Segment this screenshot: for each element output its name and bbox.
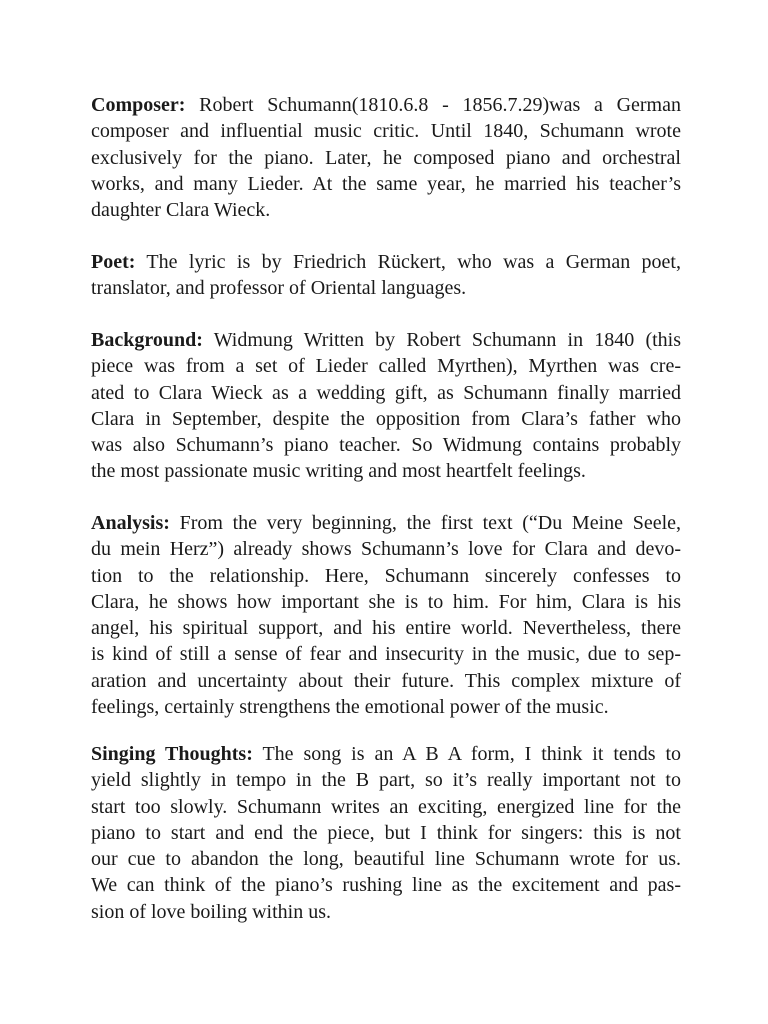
section-line xyxy=(91,249,681,275)
section-line: ated to Clara Wieck as a wedding gift, as Schumann finally married xyxy=(91,381,681,404)
section-background xyxy=(91,327,681,485)
section-line: piece was from a set of Lieder called Myrthen), Myrthen was cre- xyxy=(91,355,681,378)
section-composer xyxy=(91,92,681,223)
section-poet xyxy=(91,249,681,302)
section-line: feelings, certainly strengthens the emotional power of the music. xyxy=(91,696,609,719)
section-line: yield slightly in tempo in the B part, so it’s really important not to xyxy=(91,769,681,792)
section-line: sion of love boiling within us. xyxy=(91,900,331,923)
section-label: Poet: xyxy=(91,251,136,273)
section-singing-thoughts xyxy=(91,741,681,925)
section-line xyxy=(91,510,681,536)
line-text: Widmung Written by Robert Schumann in 1840 (this xyxy=(213,329,681,351)
section-line: piano to start and end the piece, but I think for singers: this is not xyxy=(91,821,681,844)
section-line: our cue to abandon the long, beautiful line Schumann wrote for us. xyxy=(91,848,681,871)
section-line: du mein Herz”) already shows Schumann’s love for Clara and devo- xyxy=(91,538,681,561)
section-line: was also Schumann’s piano teacher. So Widmung contains probably xyxy=(91,434,681,457)
section-line: translator, and professor of Oriental languages. xyxy=(91,277,467,300)
section-line: tion to the relationship. Here, Schumann sincerely confesses to xyxy=(91,564,681,587)
line-text: From the very beginning, the first text (“Du Meine Seele, xyxy=(179,512,682,534)
line-text: The lyric is by Friedrich Rückert, who was a German poet, xyxy=(146,251,681,273)
section-line xyxy=(91,741,681,767)
section-label: Analysis: xyxy=(91,512,170,534)
section-line: Clara in September, despite the opposition from Clara’s father who xyxy=(91,407,681,430)
line-text: The song is an A B A form, I think it tends to xyxy=(262,743,682,765)
section-line: start too slowly. Schumann writes an exciting, energized line for the xyxy=(91,795,681,818)
section-line: is kind of still a sense of fear and insecurity in the music, due to sep- xyxy=(91,643,681,666)
section-analysis xyxy=(91,510,681,720)
section-line: We can think of the piano’s rushing line as the excitement and pas- xyxy=(91,874,681,897)
section-line: composer and influential music critic. Until 1840, Schumann wrote xyxy=(91,120,681,143)
section-label: Singing Thoughts: xyxy=(91,743,253,765)
section-line xyxy=(91,327,681,353)
section-line: Clara, he shows how important she is to him. For him, Clara is his xyxy=(91,590,681,613)
section-line: angel, his spiritual support, and his entire world. Nevertheless, there xyxy=(91,617,681,640)
line-text: Robert Schumann(1810.6.8 - 1856.7.29)was a German xyxy=(199,94,681,116)
section-line xyxy=(91,92,681,118)
section-label: Background: xyxy=(91,329,203,351)
section-line: the most passionate music writing and most heartfelt feelings. xyxy=(91,460,586,483)
section-line: aration and uncertainty about their future. This complex mixture of xyxy=(91,669,681,692)
section-line: works, and many Lieder. At the same year, he married his teacher’s xyxy=(91,172,681,195)
section-label: Composer: xyxy=(91,94,186,116)
section-line: exclusively for the piano. Later, he composed piano and orchestral xyxy=(91,146,681,169)
section-line: daughter Clara Wieck. xyxy=(91,199,271,222)
